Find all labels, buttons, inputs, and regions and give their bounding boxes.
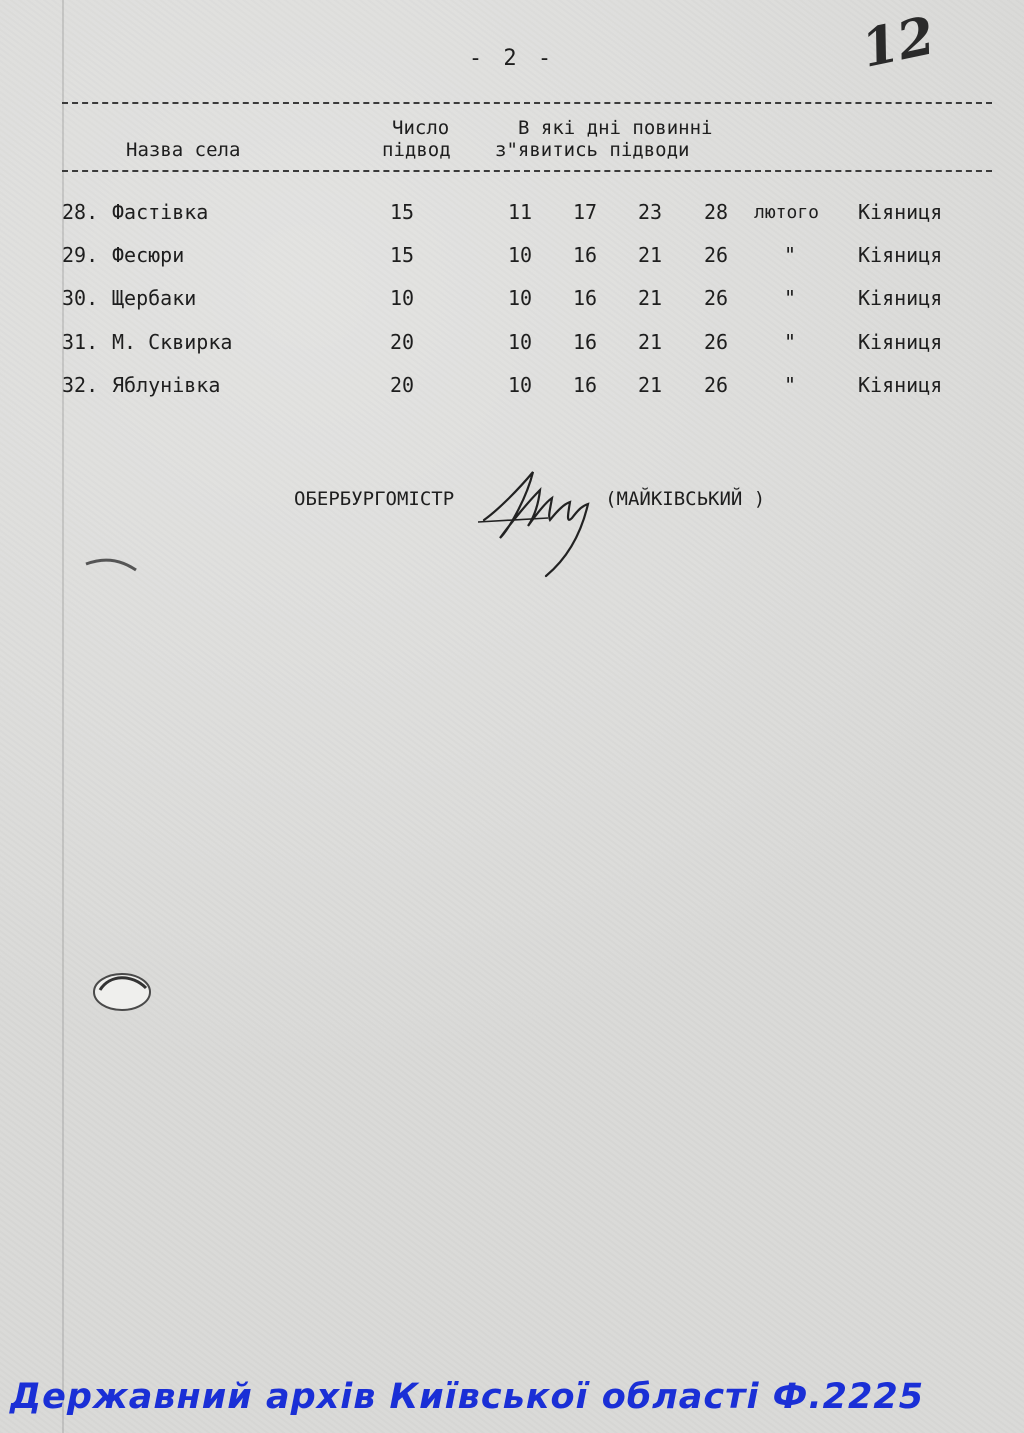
header-days-line2: з"явитись підводи — [495, 139, 690, 161]
signatory-title: ОБЕРБУРГОМІСТР — [294, 488, 455, 510]
punch-hole — [88, 964, 154, 1016]
table-row — [0, 286, 1024, 326]
day-2: 16 — [573, 243, 598, 267]
table-row — [0, 330, 1024, 370]
header-village: Назва села — [126, 139, 241, 161]
cart-count: 20 — [390, 330, 415, 354]
month: лютого — [754, 202, 820, 223]
header-top-rule — [62, 102, 992, 104]
cart-count: 20 — [390, 373, 415, 397]
day-1: 10 — [508, 286, 533, 310]
village-name: М. Сквирка — [112, 330, 233, 354]
folio-number: 12 — [856, 5, 940, 80]
handwritten-signature — [478, 460, 608, 580]
day-3: 21 — [638, 373, 663, 397]
day-1: 10 — [508, 373, 533, 397]
destination: Кіяниця — [858, 330, 943, 354]
day-2: 16 — [573, 373, 598, 397]
cart-count: 15 — [390, 200, 415, 224]
day-1: 10 — [508, 243, 533, 267]
village-name: Щербаки — [112, 286, 197, 310]
table-row — [0, 243, 1024, 283]
row-number: 31. — [62, 330, 99, 354]
day-4: 26 — [704, 373, 729, 397]
day-1: 10 — [508, 330, 533, 354]
day-2: 16 — [573, 330, 598, 354]
day-2: 17 — [573, 200, 598, 224]
archive-footer: Державний архів Київської області Ф.2225 — [10, 1377, 925, 1417]
day-4: 26 — [704, 330, 729, 354]
header-days-line1: В які дні повинні — [518, 117, 713, 139]
day-1: 11 — [508, 200, 533, 224]
cart-count: 15 — [390, 243, 415, 267]
village-name: Фесюри — [112, 243, 185, 267]
day-3: 23 — [638, 200, 663, 224]
row-number: 29. — [62, 243, 99, 267]
signatory-name: (МАЙКІВСЬКИЙ ) — [605, 488, 766, 510]
month: " — [784, 330, 797, 354]
page-number: - 2 - — [468, 46, 556, 71]
day-4: 26 — [704, 286, 729, 310]
binding-mark — [84, 548, 144, 584]
cart-count: 10 — [390, 286, 415, 310]
destination: Кіяниця — [858, 373, 943, 397]
row-number: 30. — [62, 286, 99, 310]
destination: Кіяниця — [858, 200, 943, 224]
day-2: 16 — [573, 286, 598, 310]
header-count-line2: підвод — [382, 139, 451, 161]
table-row — [0, 200, 1024, 240]
day-4: 26 — [704, 243, 729, 267]
day-3: 21 — [638, 243, 663, 267]
destination: Кіяниця — [858, 286, 943, 310]
village-name: Яблунівка — [112, 373, 221, 397]
row-number: 28. — [62, 200, 99, 224]
row-number: 32. — [62, 373, 99, 397]
header-count-line1: Число — [392, 117, 450, 139]
day-4: 28 — [704, 200, 729, 224]
village-name: Фастівка — [112, 200, 209, 224]
header-bottom-rule — [62, 170, 992, 172]
day-3: 21 — [638, 286, 663, 310]
day-3: 21 — [638, 330, 663, 354]
destination: Кіяниця — [858, 243, 943, 267]
month: " — [784, 243, 797, 267]
month: " — [784, 286, 797, 310]
month: " — [784, 373, 797, 397]
table-row — [0, 373, 1024, 413]
